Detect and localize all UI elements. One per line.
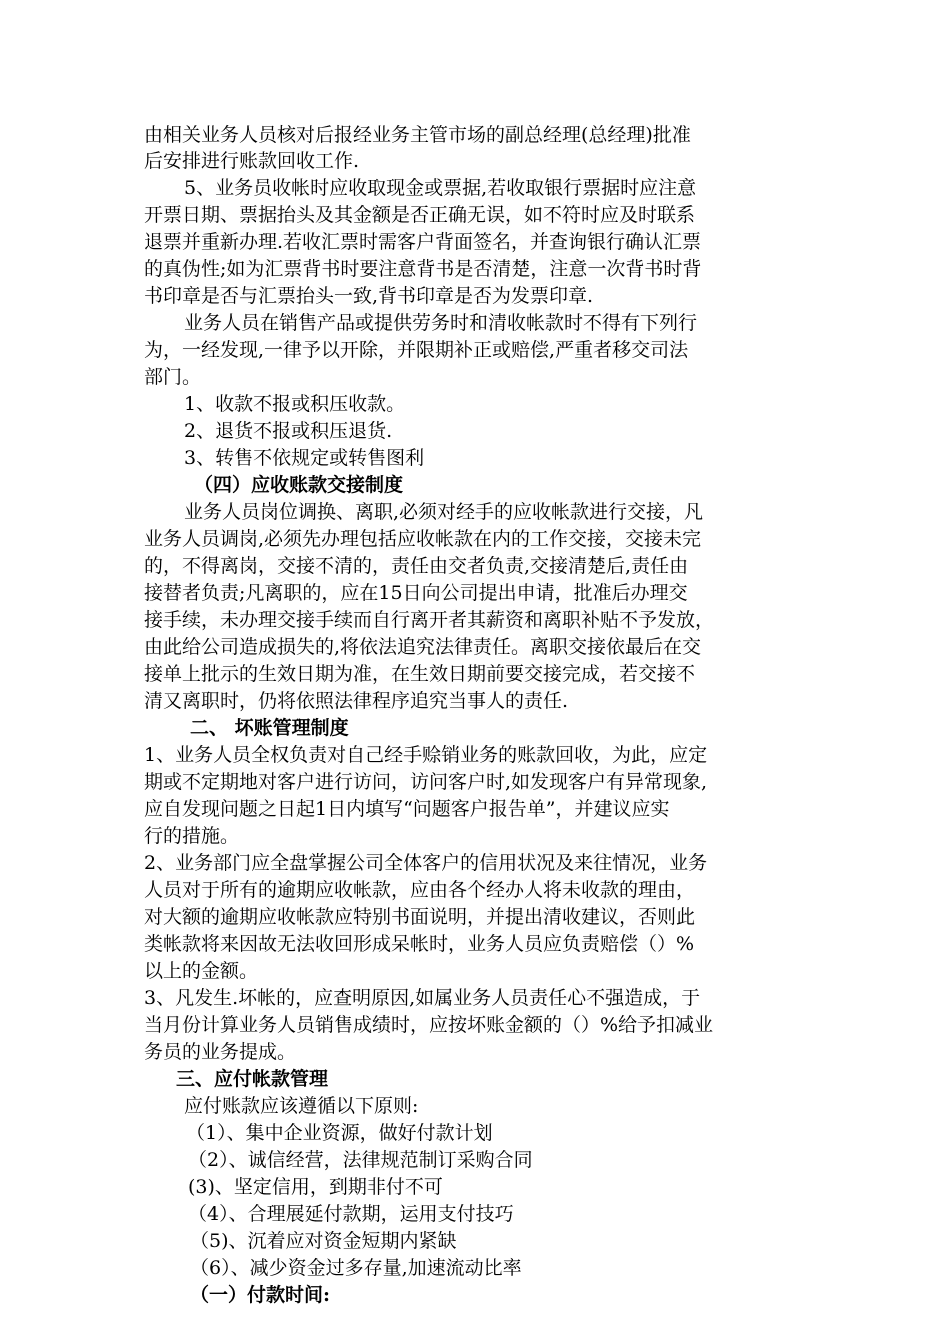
list-item: （6）、减少资金过多存量,加速流动比率 [190,1257,522,1279]
paragraph-line: 人员对于所有的逾期应收帐款，应由各个经办人将未收款的理由， [144,879,696,901]
section-heading: （四）应收账款交接制度 [194,474,404,496]
list-item: （2）、诚信经营，法律规范制订采购合同 [188,1149,533,1171]
paragraph-line: 清又离职时，仍将依照法律程序追究当事人的责任. [144,690,569,712]
list-item: （5)、沉着应对资金短期内紧缺 [190,1230,457,1252]
paragraph-line: 3、凡发生.坏帐的，应查明原因,如属业务人员责任心不强造成，于 [144,987,701,1009]
paragraph-line: 由此给公司造成损失的,将依法追究法律责任。离职交接依最后在交 [144,636,702,658]
paragraph-line: 后安排进行账款回收工作. [144,150,360,172]
list-item: （4）、合理展延付款期，运用支付技巧 [188,1203,514,1225]
paragraph-line: 业务人员在销售产品或提供劳务时和清收帐款时不得有下列行 [184,312,698,334]
paragraph-line: 应付账款应该遵循以下原则: [184,1095,419,1117]
paragraph-line: 行的措施。 [144,825,240,847]
list-item: 1、收款不报或积压收款。 [184,393,406,415]
paragraph-line: 以上的金额。 [144,960,259,982]
paragraph-line: 部门。 [144,366,202,388]
section-heading: 三、应付帐款管理 [176,1068,329,1090]
section-heading: （一）付款时间: [190,1284,331,1306]
list-item: 3、转售不依规定或转售图利 [184,447,425,469]
paragraph-line: 开票日期、票据抬头及其金额是否正确无误，如不符时应及时联系 [144,204,696,226]
paragraph-line: 的真伪性;如为汇票背书时要注意背书是否清楚，注意一次背书时背 [144,258,702,280]
paragraph-line: 接手续，未办理交接手续而自行离开者其薪资和离职补贴不予发放， [144,609,715,631]
paragraph-line: 应自发现问题之日起1日内填写“问题客户报告单”，并建议应实 [144,798,670,820]
paragraph-line: 接替者负责;凡离职的，应在15日向公司提出申请，批准后办理交 [144,582,688,604]
paragraph-line: 业务人员调岗,必须先办理包括应收帐款在内的工作交接，交接未完 [144,528,702,550]
paragraph-line: 1、业务人员全权负责对自己经手赊销业务的账款回收，为此，应定 [144,744,708,766]
paragraph-line: 书印章是否与汇票抬头一致,背书印章是否为发票印章. [144,285,594,307]
paragraph-line: 务员的业务提成。 [144,1041,297,1063]
paragraph-line: 的，不得离岗，交接不清的，责任由交者负责,交接清楚后,责任由 [144,555,689,577]
section-heading: 二、 坏账管理制度 [190,717,349,739]
paragraph-line: 期或不定期地对客户进行访问，访问客户时,如发现客户有异常现象, [144,771,708,793]
paragraph-line: 类帐款将来因故无法收回形成呆帐时，业务人员应负责赔偿（）% [144,933,695,955]
list-item: （1）、集中企业资源，做好付款计划 [186,1122,493,1144]
paragraph-line: 2、业务部门应全盘掌握公司全体客户的信用状况及来往情况，业务 [144,852,708,874]
paragraph-line: 业务人员岗位调换、离职,必须对经手的应收帐款进行交接，凡 [184,501,704,523]
list-item: (3)、坚定信用，到期非付不可 [188,1176,443,1198]
paragraph-line: 由相关业务人员核对后报经业务主管市场的副总经理(总经理)批准 [144,124,691,146]
paragraph-line: 退票并重新办理.若收汇票时需客户背面签名，并查询银行确认汇票 [144,231,702,253]
paragraph-line: 接单上批示的生效日期为准，在生效日期前要交接完成，若交接不 [144,663,696,685]
list-item: 2、退货不报或积压退货. [184,420,393,442]
paragraph-line: 5、业务员收帐时应收取现金或票据,若收取银行票据时应注意 [184,177,697,199]
paragraph-line: 为，一经发现,一律予以开除，并限期补正或赔偿,严重者移交司法 [144,339,689,361]
paragraph-line: 对大额的逾期应收帐款应特别书面说明，并提出清收建议，否则此 [144,906,696,928]
paragraph-line: 当月份计算业务人员销售成绩时，应按坏账金额的（）%给予扣减业 [144,1014,714,1036]
